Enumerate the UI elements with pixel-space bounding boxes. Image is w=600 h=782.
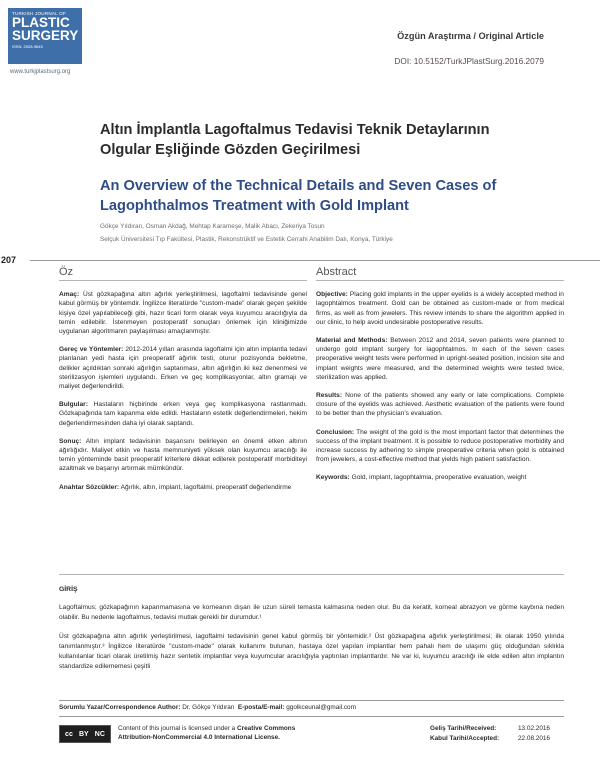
abstract-keywords — [316, 473, 564, 482]
accepted-date: 22.08.2016 — [518, 734, 550, 742]
abstract-results — [316, 391, 564, 419]
corr-name: Dr. Gökçe Yıldıran — [182, 704, 235, 711]
author-list: Gökçe Yıldıran, Osman Akdağ, Mehtap Karameşe, Malik Abacı, Zekeriya Tosun — [100, 223, 325, 230]
received-date: 13.02.2016 — [518, 725, 550, 732]
oz-keywords-label: Anahtar Sözcükler: — [59, 483, 120, 491]
accepted-row — [430, 734, 550, 744]
giris-paragraph-1: Lagoftalmus; gözkapağının kapanmamasına ve korneanın dışarı ile uzun süreli temasta kalmasına neden olur. Bu da keratit, korneal abrazyon ve görme kaybına neden olabilir. Bu nedenle lagoftalmus, tedavisi mutlak gerekli bir durumdur.¹ — [59, 604, 564, 621]
abstract-methods — [316, 336, 564, 382]
license-link-1[interactable]: Creative Commons — [237, 725, 296, 732]
title-english: An Overview of the Technical Details and Seven Cases of Lagophthalmos Treatment with Gold Implant — [100, 178, 497, 214]
abstract-conclusion — [316, 428, 564, 465]
oz-keywords — [59, 483, 307, 492]
giris-paragraph-2: Üst gözkapağına altın ağırlık yerleştirilmesi, lagoftalmi tedavisinin genel kabul görmüş bir yöntemidir.² Üst gözkapağına ağırlık yerleştirilmesi; ilk olarak 1950 yılında tanımlanmıştır.³ İngilizce literatürde "custom-made" olarak kullanımı bulunan, hastaya özel yapılan implantlar hem pahalı hem de ulaşımı güç olduğundan sıklıkla kullanılanlar ticari olarak üretilmiş hazır sentetik implantlar veya kuyumcular aracılığıyla yaptırılan implantlardır. Ne var ki, kuyumcu aracılığı ile elde edilen altın implantın standardize edilememesi çeşitli — [59, 633, 564, 670]
abstract-keywords-text: Gold, implant, lagophtalmia, preoperative evaluation, weight — [351, 474, 527, 482]
abstract-objective-text: Placing gold implants in the upper eyelids is a widely accepted method in lagophtalmos treatment. Gold can be obtained as custom-made or from medical firms, as well as from jewelers. This review intends to share the algorithm applied in our clinic, to help avoid undesirable postoperative results. — [316, 291, 564, 326]
article-dates — [430, 724, 550, 743]
abstract-conclusion-text: The weight of the gold is the most important factor that determines the success of the implant treatment. It is possible to reduce postoperative morbidity and increase success by adhering to simple preoperative criteria when gold is obtained from jewelers, a cost-effective method that yields high patient satisfaction. — [316, 428, 564, 464]
abstract-keywords-label: Keywords: — [316, 474, 350, 482]
journal-url[interactable]: www.turkjplastsurg.org — [10, 69, 71, 75]
corr-email[interactable]: ggolkceunal@gmail.com — [286, 704, 356, 711]
page-number-rule — [30, 260, 600, 261]
abstract-column — [316, 268, 564, 492]
oz-sonuc — [59, 437, 307, 474]
abstract-objective-label: Objective: — [316, 291, 348, 299]
abstract-heading: Abstract — [316, 268, 564, 281]
oz-gerec-text: 2012-2014 yılları arasında lagoftalmi için altın implantla tedavi planlanan yedi hasta için preoperatif ağırlık testi, oturur pozisyonda bekletme, delikler açıldıktan sonraki ağırlığın saptanması, altın ağırlığın iki kez denenmesi ve sterilizasyon işlemleri uygulandı. Erken ve geç komplikasyonlar, altın gramajı ve maliyet değerlendirildi. — [59, 346, 307, 391]
logo-line-2: SURGERY — [12, 28, 79, 43]
oz-gerec-label: Gereç ve Yöntemler: — [59, 346, 124, 354]
title-turkish: Altın İmplantla Lagoftalmus Tedavisi Teknik Detaylarının Olgular Eşliğinde Gözden Geçirilmesi — [100, 122, 490, 158]
license-link-2[interactable]: Attribution-NonCommercial 4.0 International License. — [118, 734, 280, 741]
section-divider — [59, 574, 564, 575]
oz-sonuc-label: Sonuç: — [59, 437, 82, 445]
abstract-objective — [316, 290, 564, 327]
footer-rule-2 — [59, 716, 564, 717]
logo-line-1: PLASTIC — [12, 15, 70, 30]
oz-amac-text: Üst gözkapağına altın ağırlık yerleştirilmesi, lagoftalmi tedavisinde genel kabul görmüş bir yöntemdir. İngilizce literatürde "custom-made" olarak geçen şekilde kişiye özel yapılabileceği gibi, hazır ticari form olarak veya kuyumcu aracılığıyla da temin edilebilir. İstenmeyen postoperatif sonuçları önlemek için kliniğimizde uygulanan algoritmanın paylaşılması amaçlanmıştır. — [59, 291, 307, 336]
abstract-methods-label: Material and Methods: — [316, 337, 388, 345]
cc-license-badge[interactable] — [59, 725, 111, 743]
license-text — [118, 724, 295, 742]
oz-bulgular — [59, 400, 307, 428]
oz-keywords-text: Ağırlık, altın, implant, lagoftalmi, preoperatif değerlendirme — [120, 483, 292, 491]
footer-rule — [59, 700, 564, 701]
accepted-label: Kabul Tarihi/Accepted: — [430, 734, 500, 742]
received-label: Geliş Tarihi/Received: — [430, 725, 497, 732]
oz-sonuc-text: Altın implant tedavisinin başarısını belirleyen en önemli etken altının ağırlığıdır. Maliyet etkin ve hasta memnuniyeti yüksek olan kuyumcu aracılığı ile temin yönteminde basit preoperatif kriterlere dikkat edilerek postoperatif morbiditeyi azaltmak ve başarıyı artırmak mümkündür. — [59, 437, 307, 473]
oz-bulgular-label: Bulgular: — [59, 401, 88, 409]
logo-small-text: TURKISH JOURNAL OF — [12, 11, 66, 16]
doi[interactable]: DOI: 10.5152/TurkJPlastSurg.2016.2079 — [394, 56, 544, 66]
nc-icon: NC — [94, 730, 105, 738]
abstract-methods-text: Between 2012 and 2014, seven patients were planned to undergo gold implant surgery for lagophtalmos. In each of the seven cases preoperative weight tests were performed in upright-seated position, incision site and implant weights were measured, and the determined weights were tested twice, sterilization was applied. — [316, 337, 565, 381]
cc-icon: cc — [65, 730, 73, 738]
oz-gerec — [59, 345, 307, 391]
journal-logo — [8, 8, 82, 64]
corr-label: Sorumlu Yazar/Correspondence Author: — [59, 704, 181, 711]
oz-bulgular-text: Hastaların hiçbirinde erken veya geç komplikasyona rastlanmadı. Gözkapağında tam kapanma elde edildi. Hastaların estetik değerlendirmeleri, hekim değerlendirmesinden daha iyi olarak saptandı. — [59, 401, 307, 427]
abstract-conclusion-label: Conclusion: — [316, 428, 355, 436]
logo-issn: ISSN: 2528-9845 — [12, 44, 43, 49]
oz-amac-label: Amaç: — [59, 291, 80, 299]
by-icon: BY — [78, 730, 89, 738]
license-pre: Content of this journal is licensed under a — [118, 725, 236, 732]
article-type: Özgün Araştırma / Original Article — [397, 31, 544, 41]
page-number: 207 — [1, 255, 17, 265]
email-label: E-posta/E-mail: — [237, 704, 285, 711]
oz-amac — [59, 290, 307, 336]
affiliation: Selçuk Üniversitesi Tıp Fakültesi, Plastik, Rekonstrüktif ve Estetik Cerrahi Anabilim Dalı, Konya, Türkiye — [100, 236, 393, 243]
correspondence — [59, 704, 356, 711]
giris-heading: GİRİŞ — [59, 586, 78, 593]
abstract-results-text: None of the patients showed any early or late complications. Complete closure of the eyelids was achieved. Aesthetic evaluation of the patients were found to be better than the physician's evaluation. — [316, 392, 564, 418]
received-row — [430, 724, 550, 734]
abstract-results-label: Results: — [316, 392, 343, 400]
oz-heading: Öz — [59, 268, 307, 281]
giris-section — [59, 585, 564, 681]
oz-column — [59, 268, 307, 501]
